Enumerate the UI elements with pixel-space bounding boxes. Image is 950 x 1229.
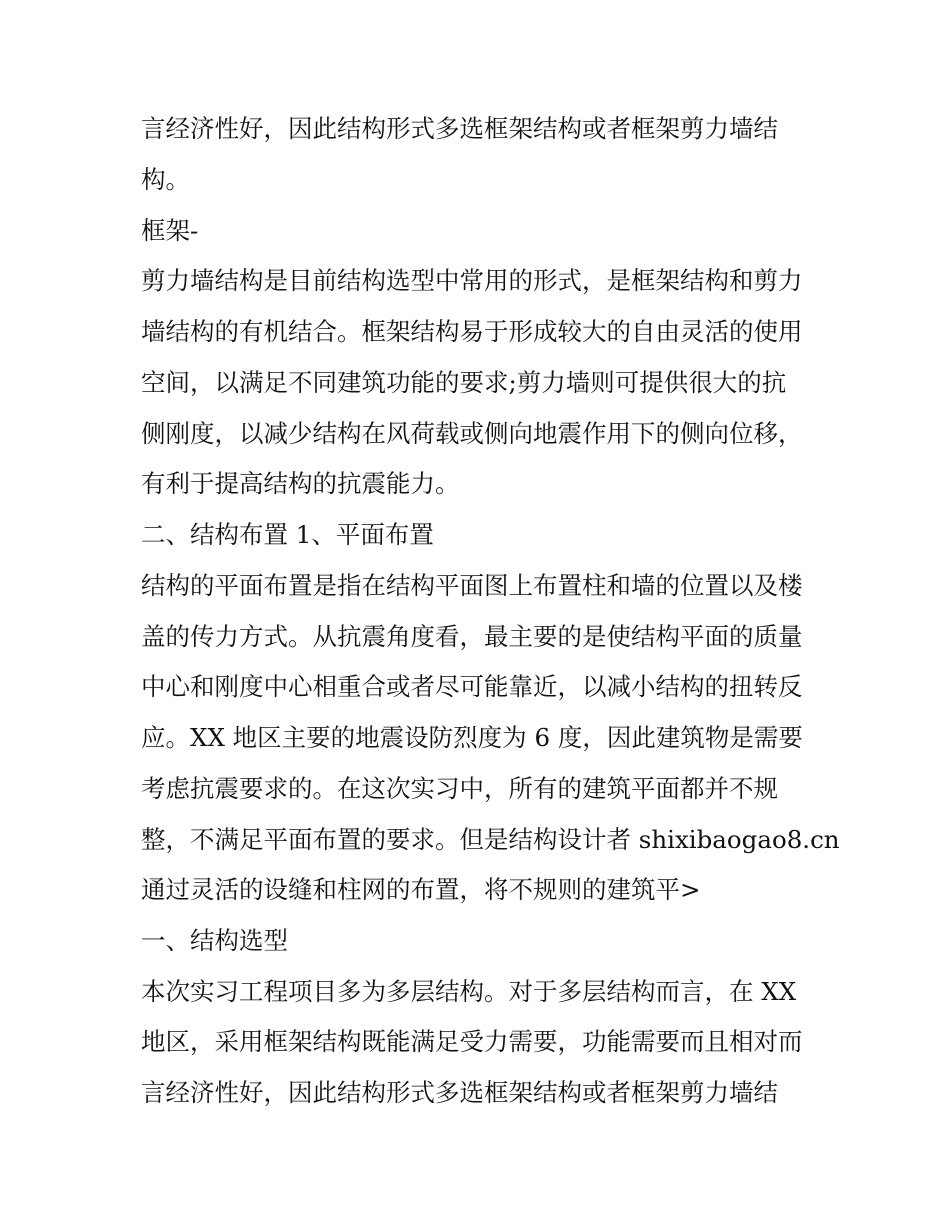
section-heading: 二、结构布置 1、平面布置 xyxy=(141,520,434,549)
text-line: 盖的传力方式。从抗震角度看，最主要的是使结构平面的质量 xyxy=(141,622,803,651)
text-line: 通过灵活的设缝和柱网的布置，将不规则的建筑平> xyxy=(141,875,701,904)
text-line: 言经济性好，因此结构形式多选框架结构或者框架剪力墙结 xyxy=(141,114,778,143)
text-line: 空间，以满足不同建筑功能的要求;剪力墙则可提供很大的抗 xyxy=(141,368,787,397)
text-line: 应。XX 地区主要的地震设防烈度为 6 度，因此建筑物是需要 xyxy=(141,723,803,752)
section-heading: 一、结构选型 xyxy=(141,926,288,955)
text-line: 结构的平面布置是指在结构平面图上布置柱和墙的位置以及楼 xyxy=(141,571,803,600)
text-line: 本次实习工程项目多为多层结构。对于多层结构而言，在 XX xyxy=(141,977,797,1006)
text-line: 侧刚度，以减少结构在风荷载或侧向地震作用下的侧向位移， xyxy=(141,419,803,448)
text-line: 剪力墙结构是目前结构选型中常用的形式，是框架结构和剪力 xyxy=(141,266,803,295)
text-line: 有利于提高结构的抗震能力。 xyxy=(141,469,460,498)
text-line: 整，不满足平面布置的要求。但是结构设计者 shixibaogao8.cn xyxy=(141,825,840,854)
text-line: 墙结构的有机结合。框架结构易于形成较大的自由灵活的使用 xyxy=(141,317,803,346)
text-line: 考虑抗震要求的。在这次实习中，所有的建筑平面都并不规 xyxy=(141,774,778,803)
text-line: 框架- xyxy=(141,216,199,245)
text-line: 地区，采用框架结构既能满足受力需要，功能需要而且相对而 xyxy=(141,1027,803,1056)
text-line: 中心和刚度中心相重合或者尽可能靠近，以减小结构的扭转反 xyxy=(141,672,803,701)
text-line: 言经济性好，因此结构形式多选框架结构或者框架剪力墙结 xyxy=(141,1078,778,1107)
text-line: 构。 xyxy=(141,165,190,194)
